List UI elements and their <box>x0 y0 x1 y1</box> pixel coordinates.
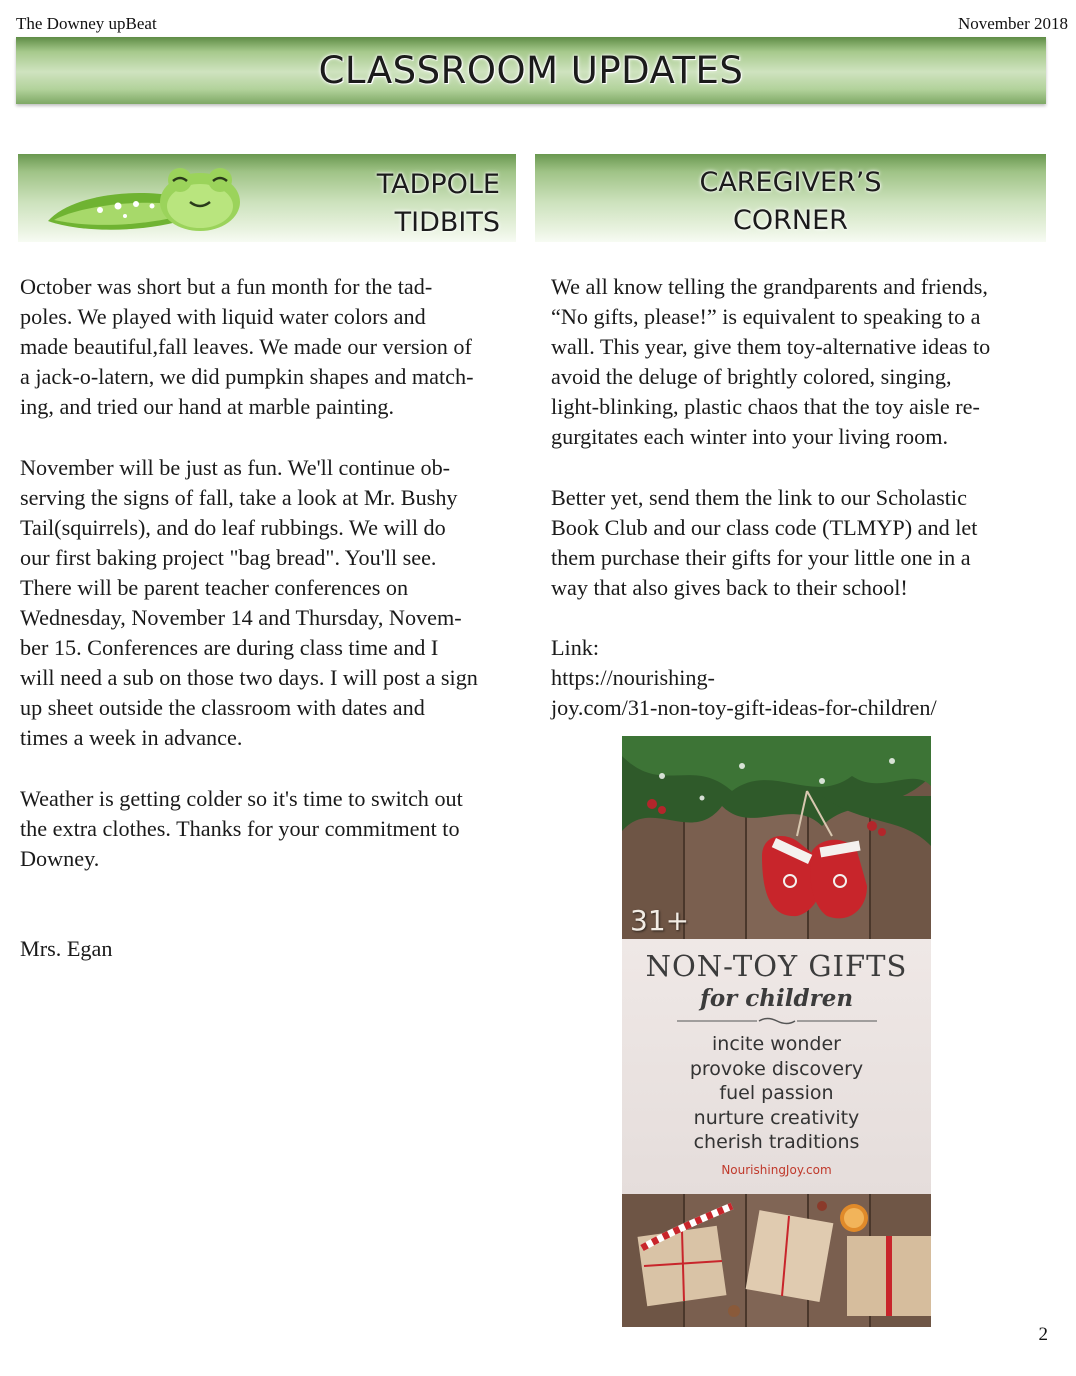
promo-line: cherish traditions <box>693 1131 860 1154</box>
text-line: avoid the deluge of brightly colored, singing, <box>551 364 952 390</box>
issue-date: November 2018 <box>957 14 1068 33</box>
promo-subhead: for children <box>699 985 854 1012</box>
tadpole-tidbits-body <box>20 272 520 964</box>
promo-line: incite wonder <box>712 1033 841 1055</box>
link-label: Link: <box>551 635 600 661</box>
text-line: Better yet, send them the link to our Scholastic <box>551 484 967 510</box>
text-line: ber 15. Conferences are during class time and I <box>20 635 439 661</box>
text-line: ing, and tried our hand at marble painting. <box>20 394 395 420</box>
promo-badge: 31+ <box>630 904 690 937</box>
caregivers-corner-body <box>551 272 1037 723</box>
text-line: October was short but a fun month for the tad- <box>20 274 433 299</box>
paragraph <box>20 272 520 422</box>
caregiver-title-line1: CAREGIVER’S <box>699 167 882 198</box>
paragraph <box>20 784 520 874</box>
text-line: light-blinking, plastic chaos that the toy aisle re- <box>551 394 980 420</box>
text-line: way that also gives back to their school! <box>551 574 908 600</box>
text-line: Weather is getting colder so it's time to switch out <box>20 785 463 811</box>
promo-brand: NourishingJoy.com <box>721 1162 832 1177</box>
tadpole-tidbits-title <box>377 166 500 242</box>
text-line: them purchase their gifts for your little one in a <box>551 544 971 570</box>
link-block <box>551 633 1037 723</box>
text-line: will need a sub on those two days. I will post a sign <box>20 665 478 691</box>
tadpole-tidbits-header <box>18 154 516 242</box>
page-title: CLASSROOM UPDATES <box>318 49 744 92</box>
text-line: November will be just as fun. We'll continue ob- <box>20 454 451 480</box>
title-banner <box>16 37 1046 104</box>
text-line: Tail(squirrels), and do leaf rubbings. We will do <box>20 514 446 540</box>
text-line: poles. We played with liquid water colors and <box>20 304 426 330</box>
paragraph <box>551 272 1037 453</box>
paragraph <box>20 453 520 754</box>
text-line: gurgitates each winter into your living room. <box>551 424 949 450</box>
promo-line: provoke discovery <box>689 1057 864 1080</box>
non-toy-gifts-promo-image <box>622 736 931 1327</box>
tadpole-title-line2: TIDBITS <box>394 207 500 238</box>
promo-line: fuel passion <box>719 1082 834 1105</box>
text-line: our first baking project "bag bread". You'll see. <box>20 544 437 570</box>
text-line: made beautiful,fall leaves. We made our version of <box>20 334 472 360</box>
tadpole-icon <box>40 166 250 236</box>
caregivers-corner-title <box>535 164 1046 240</box>
signature: Mrs. Egan <box>20 936 113 962</box>
gift-ideas-link[interactable]: https://nourishing- <box>551 665 715 691</box>
publication-name: The Downey upBeat <box>16 14 157 33</box>
text-line: up sheet outside the classroom with dates and <box>20 695 425 721</box>
paragraph <box>551 483 1037 603</box>
text-line: Wednesday, November 14 and Thursday, Novem- <box>20 605 462 631</box>
text-line: Book Club and our class code (TLMYP) and let <box>551 514 978 540</box>
promo-text-panel <box>622 939 931 1194</box>
tadpole-title-line1: TADPOLE <box>376 169 500 200</box>
promo-headline: NON-TOY GIFTS <box>645 949 908 983</box>
promo-line: nurture creativity <box>693 1106 860 1129</box>
text-line: “No gifts, please!” is equivalent to speaking to a <box>551 304 981 330</box>
caregivers-corner-header <box>535 154 1046 242</box>
page-number: 2 <box>1038 1324 1048 1345</box>
text-line: times a week in advance. <box>20 725 243 751</box>
text-line: wall. This year, give them toy-alternative ideas to <box>551 334 991 360</box>
gift-ideas-link-continued[interactable]: joy.com/31-non-toy-gift-ideas-for-children/ <box>551 695 937 721</box>
text-line: a jack-o-latern, we did pumpkin shapes and match- <box>20 364 474 390</box>
text-line: the extra clothes. Thanks for your commitment to <box>20 815 460 841</box>
text-line: There will be parent teacher conferences on <box>20 574 409 600</box>
text-line: We all know telling the grandparents and friends, <box>551 274 988 299</box>
text-line: Downey. <box>20 845 100 871</box>
text-line: serving the signs of fall, take a look at Mr. Bushy <box>20 484 458 510</box>
caregiver-title-line2: CORNER <box>733 205 848 236</box>
ornament-divider-icon <box>677 1016 877 1026</box>
